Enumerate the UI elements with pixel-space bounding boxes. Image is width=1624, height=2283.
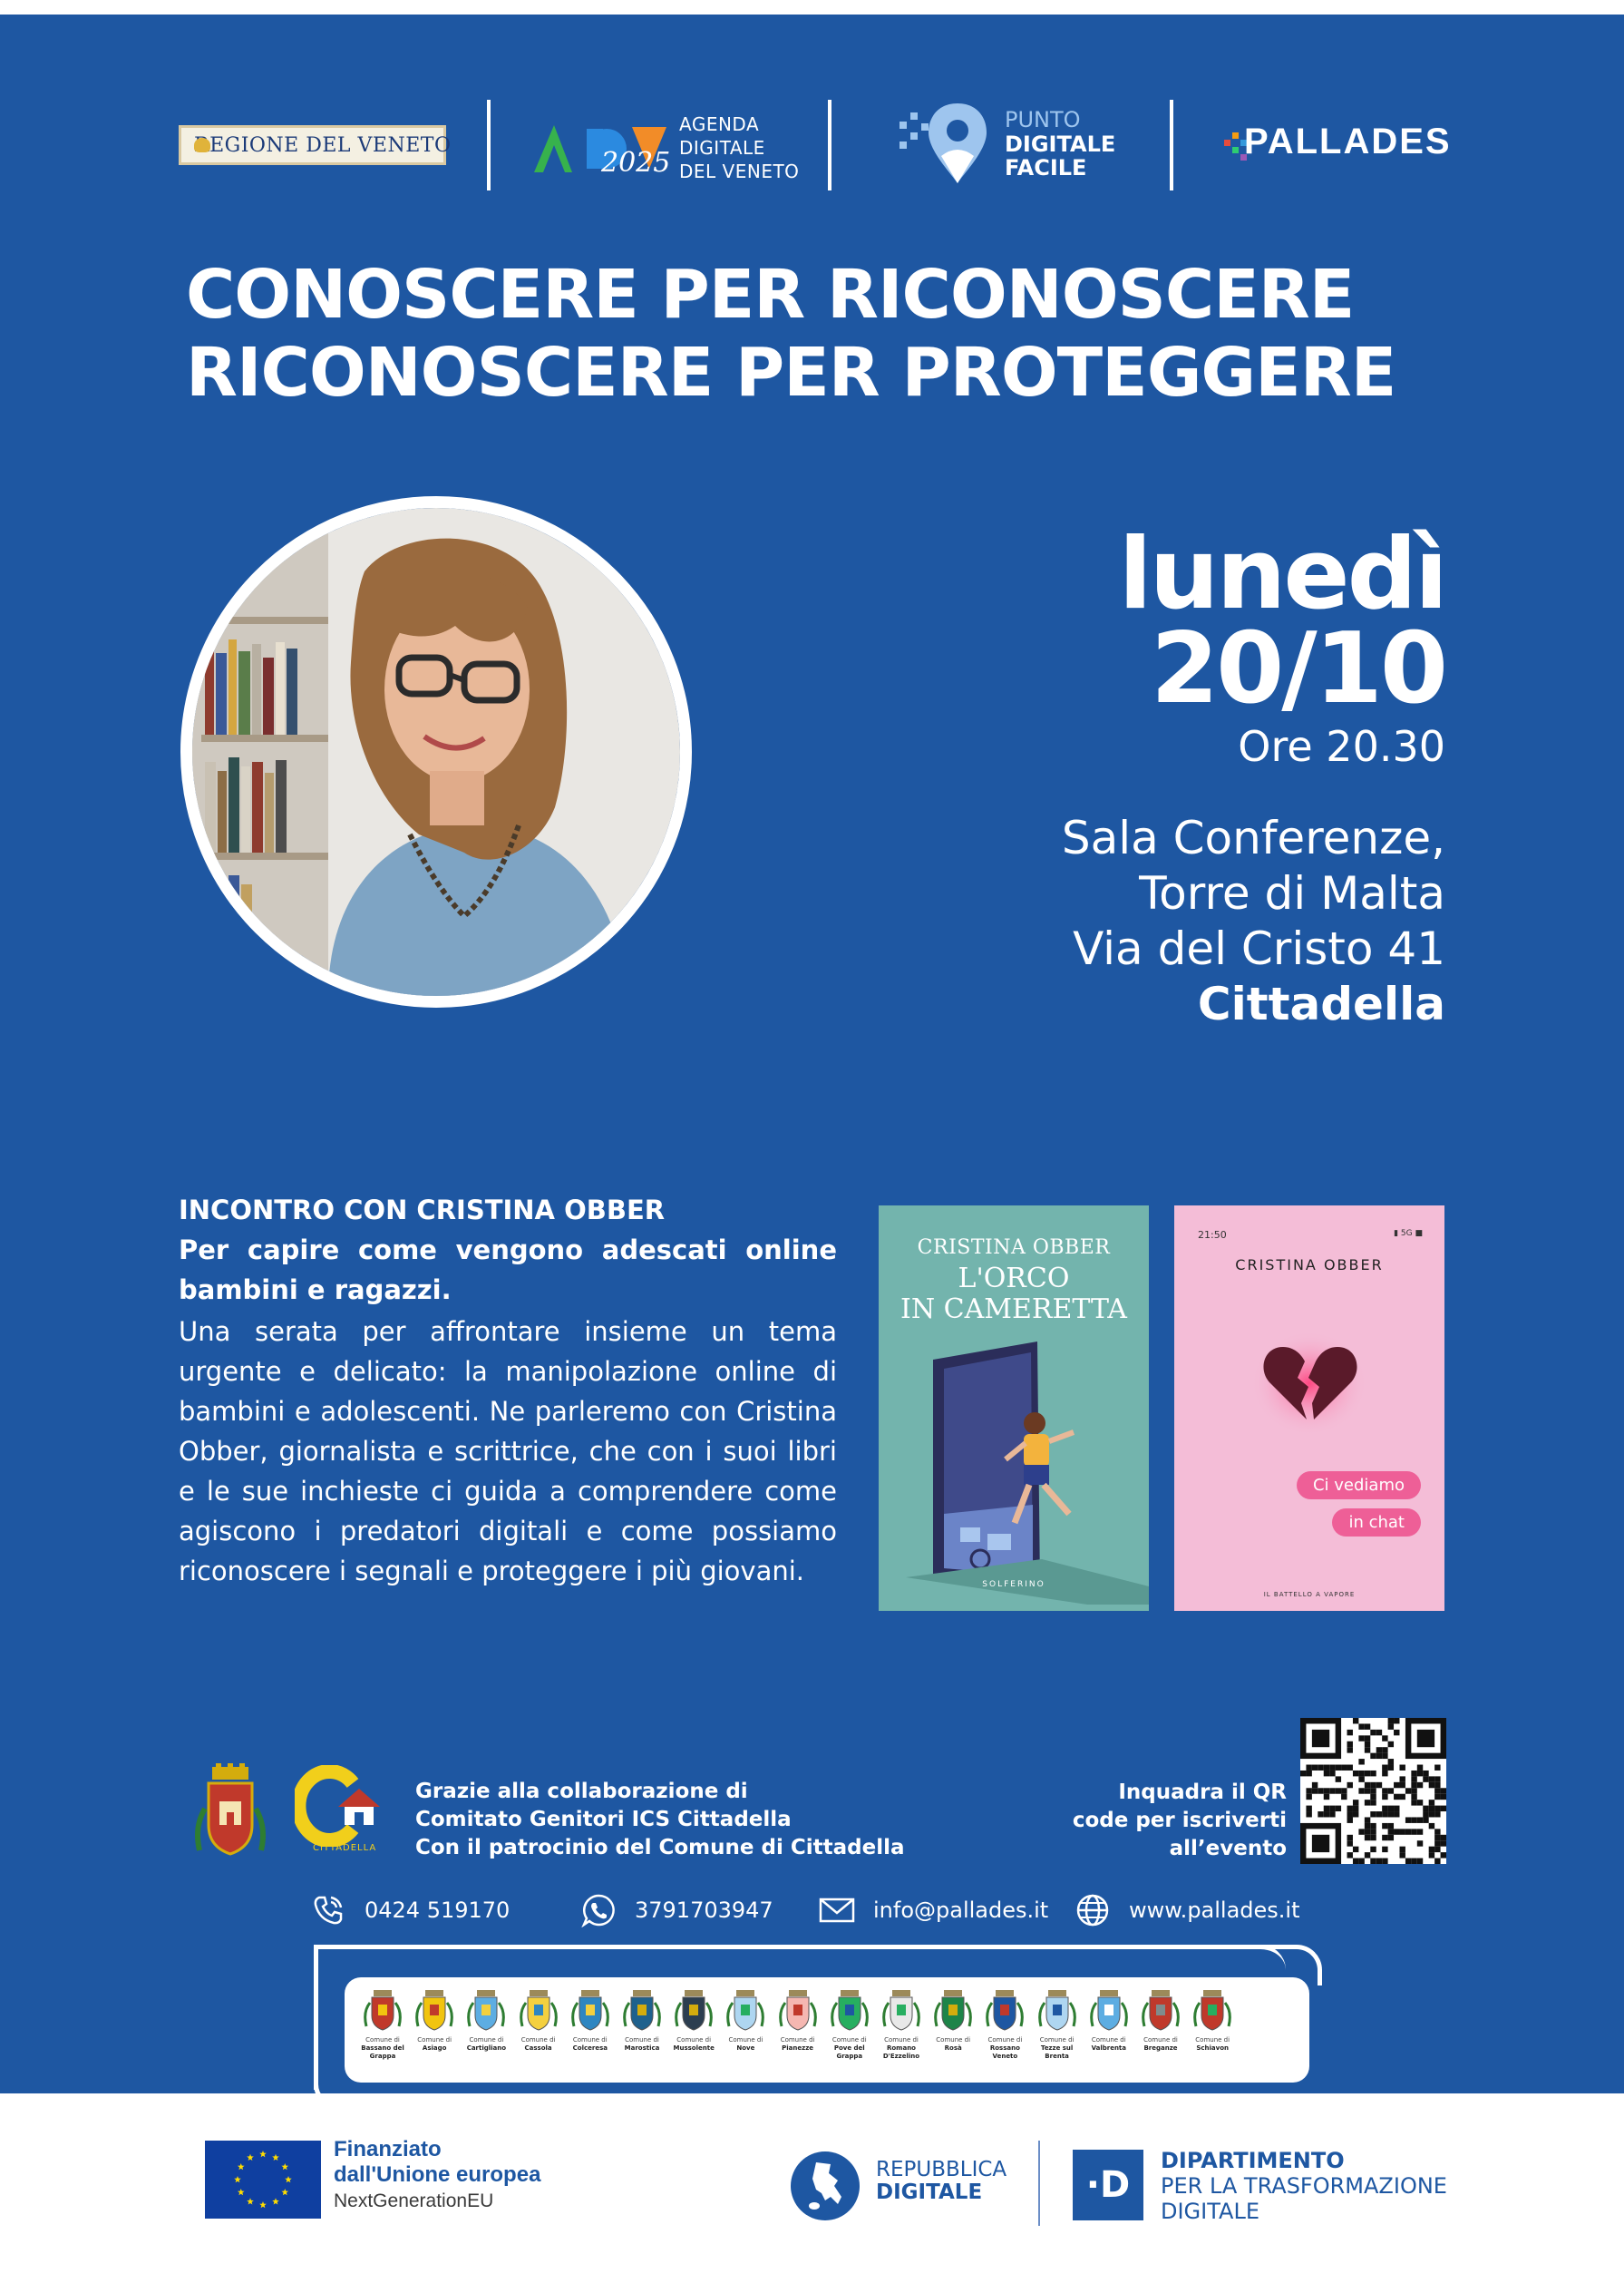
municipality-label [979, 2036, 1030, 2061]
municipality-crest [1135, 1988, 1186, 2053]
book1-title-line-2: IN CAMERETTA [900, 1293, 1127, 1325]
contact-website-text: www.pallades.it [1129, 1898, 1300, 1923]
regione-veneto-logo-text: REGIONE DEL VENETO [194, 133, 452, 157]
eu-flag-icon [205, 2141, 321, 2219]
qr-line-3: all’evento [1169, 1837, 1287, 1860]
dtd-line-3: DIGITALE [1161, 2199, 1259, 2224]
municipality-label [1032, 2036, 1083, 2061]
event-description [179, 1190, 837, 1591]
event-details [1061, 518, 1445, 1032]
event-day: lunedì [1118, 518, 1445, 631]
municipality-name: Schiavon [1196, 2044, 1230, 2052]
municipality-name: Romano D'Ezzelino [882, 2044, 920, 2060]
municipality-label [773, 2036, 823, 2053]
municipality-name: Mussolente [673, 2044, 715, 2052]
header-separator [1170, 100, 1173, 190]
book2-status-icons: ▮ 5G ■ [1394, 1229, 1423, 1238]
qr-line-2: code per iscriverti [1072, 1809, 1287, 1832]
rd-line-1: REPUBBLICA [876, 2158, 1007, 2181]
eu-line-2: dall'Unione europea [334, 2162, 541, 2187]
municipality-crest [928, 1988, 978, 2053]
adv-word-3: DEL VENETO [679, 161, 800, 182]
municipality-crest [461, 1988, 511, 2053]
book2-status-time: 21:50 [1198, 1229, 1227, 1241]
venue-line-2: Torre di Malta [1139, 867, 1445, 920]
book-cover-orco-in-cameretta [879, 1205, 1149, 1611]
municipality-shield-icon [519, 1988, 559, 2034]
venue-line-3: Via del Cristo 41 [1073, 922, 1445, 975]
municipality-name: Pove del Grappa [833, 2044, 865, 2060]
municipality-shield-icon [725, 1988, 765, 2034]
adv-word-1: AGENDA [679, 113, 760, 135]
municipality-shield-icon [570, 1988, 610, 2034]
municipality-label [409, 2036, 460, 2053]
municipality-shield-icon [363, 1988, 403, 2034]
punto-digitale-facile-logo [898, 100, 1133, 190]
municipality-prefix: Comune di [1195, 2036, 1230, 2044]
cittadella-crest-icon [192, 1763, 268, 1861]
municipality-prefix: Comune di [831, 2036, 867, 2044]
description-subheading: Per capire come vengono adescati online bambini e ragazzi. [179, 1234, 837, 1305]
qr-instructions [1073, 1779, 1287, 1863]
venue-line-1: Sala Conferenze, [1061, 812, 1445, 864]
pallades-logo-text: PALLADES [1244, 122, 1452, 161]
municipality-crest [357, 1988, 408, 2061]
municipality-label [513, 2036, 564, 2053]
chat-bubble-2: in chat [1332, 1508, 1421, 1537]
municipality-prefix: Comune di [365, 2036, 400, 2044]
municipality-shield-icon [466, 1988, 506, 2034]
municipality-prefix: Comune di [936, 2036, 971, 2044]
municipality-name: Asiago [422, 2044, 447, 2052]
municipality-label [617, 2036, 667, 2053]
municipality-crest [1187, 1988, 1238, 2053]
municipality-crest [1084, 1988, 1134, 2053]
municipality-shield-icon [622, 1988, 662, 2034]
municipality-name: Cassola [524, 2044, 552, 2052]
headline [186, 256, 1473, 412]
municipality-name: Pianezze [782, 2044, 814, 2052]
municipality-label [876, 2036, 927, 2061]
municipality-label [1187, 2036, 1238, 2053]
broken-heart-icon [1250, 1331, 1368, 1439]
partner-municipalities-strip [345, 1977, 1309, 2083]
rd-line-2: DIGITALE [876, 2181, 983, 2204]
municipality-prefix: Comune di [417, 2036, 452, 2044]
municipality-crest [409, 1988, 460, 2053]
municipality-name: Valbrenta [1091, 2044, 1126, 2052]
municipality-prefix: Comune di [1039, 2036, 1075, 2044]
municipality-crest [565, 1988, 616, 2053]
municipality-shield-icon [1037, 1988, 1077, 2034]
municipality-name: Colceresa [572, 2044, 608, 2052]
municipality-shield-icon [933, 1988, 973, 2034]
repubblica-digitale-logo-icon [789, 2150, 861, 2222]
credits-text [415, 1778, 904, 1862]
municipality-shield-icon [881, 1988, 921, 2034]
headline-line-1: CONOSCERE PER RICONOSCERE [186, 256, 1355, 334]
phone-icon [310, 1892, 346, 1928]
municipality-crest [513, 1988, 564, 2053]
book2-author: CRISTINA OBBER [1235, 1256, 1384, 1273]
blue-panel [0, 15, 1624, 2093]
municipality-label [565, 2036, 616, 2053]
municipality-name: Breganze [1143, 2044, 1178, 2052]
municipality-label [357, 2036, 408, 2061]
repubblica-digitale-text [876, 2159, 1006, 2204]
dtd-line-2: PER LA TRASFORMAZIONE [1161, 2173, 1447, 2199]
book1-author: CRISTINA OBBER [917, 1236, 1111, 1259]
municipality-name: Bassano del Grappa [361, 2044, 404, 2060]
municipality-label [1084, 2036, 1134, 2053]
contact-email[interactable] [819, 1890, 1048, 1930]
municipality-crest [617, 1988, 667, 2053]
municipality-shield-icon [1192, 1988, 1232, 2034]
municipality-prefix: Comune di [780, 2036, 815, 2044]
whatsapp-icon [580, 1892, 617, 1928]
book-cover-ci-vediamo-in-chat [1174, 1205, 1444, 1611]
municipality-crest [720, 1988, 771, 2053]
municipality-label [720, 2036, 771, 2053]
digitale-facile-words [1005, 132, 1115, 180]
municipality-shield-icon [830, 1988, 870, 2034]
eu-funding-text [334, 2137, 540, 2215]
municipality-label [668, 2036, 719, 2053]
venue-city: Cittadella [1197, 978, 1445, 1030]
municipality-prefix: Comune di [1143, 2036, 1178, 2044]
municipality-prefix: Comune di [572, 2036, 608, 2044]
adv-word-2: DIGITALE [679, 137, 765, 159]
municipality-crest [668, 1988, 719, 2053]
qr-line-1: Inquadra il QR [1118, 1781, 1287, 1804]
event-time: Ore 20.30 [1238, 722, 1445, 771]
qr-code-pattern [1300, 1718, 1446, 1864]
facile-word: FACILE [1005, 155, 1087, 180]
registration-qr-code[interactable] [1300, 1718, 1446, 1864]
book1-publisher: SOLFERINO [982, 1580, 1045, 1589]
municipality-prefix: Comune di [728, 2036, 763, 2044]
municipality-label [928, 2036, 978, 2053]
punto-word: PUNTO [1005, 107, 1081, 132]
book1-title-line-1: L'ORCO [958, 1263, 1070, 1294]
municipality-name: Marostica [624, 2044, 660, 2052]
house-icon [336, 1785, 382, 1827]
municipality-shield-icon [1141, 1988, 1181, 2034]
municipality-shield-icon [414, 1988, 454, 2034]
event-date: 20/10 [1150, 612, 1445, 726]
contact-whatsapp-text: 3791703947 [635, 1898, 773, 1923]
comitato-logo-text: CITTADELLA [313, 1843, 377, 1853]
municipality-crest [1032, 1988, 1083, 2061]
contact-phone-text: 0424 519170 [365, 1898, 511, 1923]
adv-year: 2025 [601, 147, 671, 179]
comitato-genitori-logo [295, 1765, 394, 1856]
eu-line-1: Finanziato [334, 2137, 442, 2161]
footer-separator [1038, 2141, 1040, 2226]
header-separator [487, 100, 491, 190]
municipality-label [461, 2036, 511, 2053]
municipality-shield-icon [674, 1988, 714, 2034]
contact-whatsapp[interactable] [580, 1890, 773, 1930]
municipality-prefix: Comune di [676, 2036, 712, 2044]
municipality-crest [773, 1988, 823, 2053]
municipality-name: Rosà [944, 2044, 962, 2052]
eu-line-3: NextGenerationEU [334, 2190, 494, 2211]
municipality-label [824, 2036, 875, 2061]
municipality-prefix: Comune di [520, 2036, 556, 2044]
speaker-portrait [180, 496, 692, 1008]
digitale-word: DIGITALE [1005, 132, 1116, 157]
regione-veneto-logo [179, 125, 452, 165]
contact-email-text: info@pallades.it [873, 1898, 1049, 1923]
municipality-name: Nove [736, 2044, 755, 2052]
credits-line-3: Con il patrocinio del Comune di Cittadella [415, 1836, 905, 1859]
municipality-name: Cartigliano [466, 2044, 507, 2052]
description-body: Una serata per affrontare insieme un tema urgente e delicato: la manipolazione online di bambini e adolescenti. Ne parleremo con Cristina Obber, giornalista e scrittrice, che con i suoi libri e le sue inchieste ci guida a comprendere come agiscono i predatori digitali e come possiamo riconoscere i segnali e proteggere i più giovani. [179, 1316, 837, 1586]
municipality-prefix: Comune di [987, 2036, 1023, 2044]
municipality-crest [979, 1988, 1030, 2061]
agenda-digitale-veneto-logo [530, 107, 802, 189]
header-separator [828, 100, 831, 190]
municipality-prefix: Comune di [1091, 2036, 1126, 2044]
chat-bubble-1: Ci vediamo [1297, 1471, 1421, 1499]
municipality-shield-icon [1089, 1988, 1129, 2034]
municipality-crest [876, 1988, 927, 2061]
headline-line-2: RICONOSCERE PER PROTEGGERE [186, 334, 1396, 412]
dipartimento-logo-mark: ·D [1073, 2150, 1143, 2220]
credits-line-1: Grazie alla collaborazione di [415, 1780, 748, 1803]
municipality-prefix: Comune di [469, 2036, 504, 2044]
municipality-prefix: Comune di [884, 2036, 919, 2044]
municipality-crest [824, 1988, 875, 2061]
municipality-shield-icon [778, 1988, 818, 2034]
book2-publisher: IL BATTELLO A VAPORE [1263, 1591, 1356, 1598]
location-pin-icon [898, 100, 997, 190]
adv-words [679, 112, 799, 183]
event-venue [1062, 811, 1445, 1032]
dtd-line-1: DIPARTIMENTO [1161, 2148, 1345, 2173]
speaker-photo [192, 508, 680, 996]
description-heading: INCONTRO CON CRISTINA OBBER [179, 1195, 666, 1225]
municipality-shield-icon [985, 1988, 1025, 2034]
municipality-name: Rossano Veneto [989, 2044, 1020, 2060]
dipartimento-text [1161, 2148, 1447, 2224]
municipality-prefix: Comune di [625, 2036, 659, 2044]
credits-line-2: Comitato Genitori ICS Cittadella [415, 1808, 792, 1831]
municipality-name: Tezze sul Brenta [1040, 2044, 1074, 2060]
contact-phone[interactable] [310, 1890, 510, 1930]
book1-illustration [879, 1332, 1149, 1605]
contact-website[interactable] [1075, 1890, 1300, 1930]
email-icon [819, 1892, 855, 1928]
book1-title [879, 1263, 1149, 1325]
pallades-logo [1224, 112, 1451, 176]
globe-icon [1075, 1892, 1111, 1928]
municipality-label [1135, 2036, 1186, 2053]
